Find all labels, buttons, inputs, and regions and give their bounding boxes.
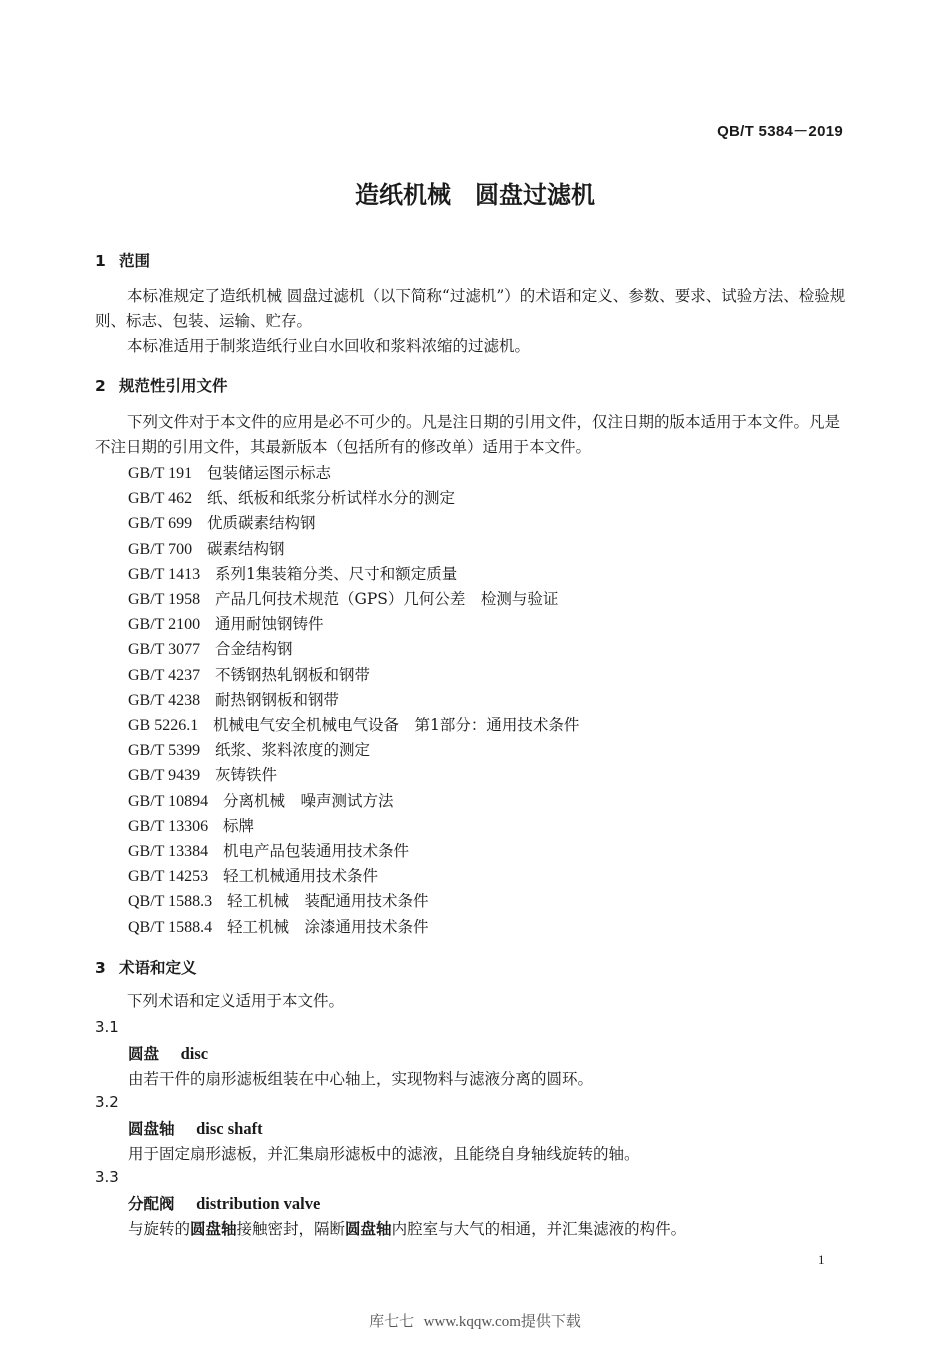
reference-code: GB/T 700: [128, 540, 193, 558]
reference-code: GB/T 13384: [128, 843, 209, 860]
term-definition: 由若干件的扇形滤板组装在中心轴上，实现物料与滤液分离的圆环。: [128, 1070, 594, 1088]
def-text: 内腔室与大气的相通，并汇集滤液的构件。: [391, 1220, 687, 1238]
reference-title: 机电产品包装通用技术条件: [222, 842, 409, 860]
reference-title: 标牌: [222, 816, 254, 835]
reference-item: [128, 461, 331, 486]
section-title: 范围: [119, 252, 151, 270]
reference-item: [128, 637, 292, 662]
reference-code: GB/T 1413: [128, 565, 201, 583]
reference-title: 轻工机械 装配通用技术条件: [226, 892, 429, 911]
scope-paragraph: 本标准规定了造纸机械 圆盘过滤机（以下简称“过滤机”）的术语和定义、参数、要求、试验方法、检验规则、标志、包装、运输、贮存。: [95, 287, 846, 330]
reference-code: QB/T 1588.4: [128, 918, 213, 936]
reference-code: GB 5226.1: [128, 717, 199, 734]
reference-code: GB/T 699: [128, 515, 193, 533]
reference-item: [128, 511, 315, 536]
page-number: 1: [818, 1252, 825, 1267]
reference-title: 系列1集装箱分类、尺寸和额定质量: [214, 564, 458, 583]
section-3-heading: [95, 956, 197, 978]
term-number: 3.3: [95, 1168, 119, 1186]
section-1-heading: [95, 249, 150, 271]
term-number: 3.2: [95, 1093, 119, 1111]
page-title: 造纸机械 圆盘过滤机: [355, 181, 595, 209]
reference-item: [128, 889, 428, 914]
reference-code: GB/T 10894: [128, 792, 209, 810]
reference-item: [128, 537, 284, 562]
def-term-ref: 圆盘轴: [345, 1219, 392, 1238]
footer-suffix: 提供下载: [520, 1312, 581, 1330]
reference-item: [128, 587, 558, 612]
reference-title: 不锈钢热轧钢板和钢带: [214, 665, 370, 684]
def-text: 接触密封，隔断: [236, 1220, 346, 1238]
term-name: [128, 1117, 263, 1139]
reference-item: [128, 486, 455, 511]
term-zh: 圆盘: [128, 1045, 160, 1063]
section-number: 1: [95, 252, 106, 270]
reference-title: 纸浆、浆料浓度的测定: [214, 741, 370, 760]
term-number: 3.1: [95, 1018, 119, 1036]
term-zh: 圆盘轴: [128, 1120, 175, 1138]
standard-code: QB/T 5384－2019: [717, 123, 843, 140]
reference-title: 灰铸铁件: [214, 766, 277, 785]
reference-code: GB/T 4237: [128, 666, 201, 684]
term-name: [128, 1042, 208, 1064]
reference-item: [128, 864, 378, 889]
scope-applicability: 本标准适用于制浆造纸行业白水回收和浆料浓缩的过滤机。: [127, 337, 531, 355]
reference-title: 轻工机械通用技术条件: [222, 867, 378, 886]
reference-item: [128, 789, 393, 814]
reference-item: [128, 814, 254, 839]
reference-item: [128, 915, 428, 940]
section-title: 术语和定义: [119, 959, 197, 977]
def-text: 与旋转的: [128, 1220, 191, 1238]
term-en: distribution valve: [196, 1194, 321, 1213]
reference-code: GB/T 9439: [128, 767, 201, 785]
reference-title: 碳素结构钢: [206, 539, 285, 558]
reference-item: [128, 763, 277, 788]
footer-url-link[interactable]: www.kqqw.com: [423, 1314, 521, 1330]
section-2-heading: [95, 374, 228, 396]
footer-credit: [0, 1310, 950, 1331]
section-title: 规范性引用文件: [119, 377, 228, 395]
term-name: [128, 1192, 320, 1214]
reference-code: GB/T 2100: [128, 616, 201, 634]
reference-title: 包装储运图示标志: [206, 464, 331, 482]
reference-code: GB/T 191: [128, 465, 193, 482]
reference-item: [128, 713, 579, 738]
reference-title: 耐热钢钢板和钢带: [214, 690, 339, 709]
reference-code: GB/T 5399: [128, 742, 201, 760]
reference-item: [128, 839, 409, 864]
reference-code: GB/T 3077: [128, 641, 201, 659]
reference-item: [128, 612, 323, 637]
reference-title: 轻工机械 涂漆通用技术条件: [226, 917, 429, 936]
section-number: 2: [95, 377, 106, 395]
reference-item: [128, 738, 370, 763]
terms-intro: 下列术语和定义适用于本文件。: [127, 992, 345, 1010]
reference-item: [128, 688, 339, 713]
term-definition: [128, 1217, 686, 1239]
reference-code: GB/T 4238: [128, 691, 201, 709]
term-en: disc: [180, 1044, 209, 1063]
reference-title: 优质碳素结构钢: [206, 514, 316, 533]
reference-code: GB/T 14253: [128, 868, 209, 886]
reference-title: 通用耐蚀钢铸件: [214, 615, 324, 634]
reference-code: GB/T 1958: [128, 591, 201, 608]
reference-title: 机械电气安全机械电气设备 第1部分：通用技术条件: [213, 716, 580, 734]
term-en: disc shaft: [196, 1119, 263, 1138]
section-number: 3: [95, 959, 106, 977]
def-term-ref: 圆盘轴: [190, 1219, 237, 1238]
reference-title: 纸、纸板和纸浆分析试样水分的测定: [206, 489, 455, 508]
footer-site-name: 库七七: [369, 1312, 415, 1330]
reference-code: GB/T 462: [128, 490, 193, 508]
reference-title: 产品几何技术规范（GPS）几何公差 检测与验证: [214, 590, 559, 608]
term-zh: 分配阀: [128, 1195, 175, 1213]
reference-code: QB/T 1588.3: [128, 893, 213, 911]
reference-title: 合金结构钢: [214, 640, 293, 659]
reference-code: GB/T 13306: [128, 817, 209, 835]
reference-item: [128, 663, 370, 688]
term-definition: 用于固定扇形滤板，并汇集扇形滤板中的滤液，且能绕自身轴线旋转的轴。: [128, 1145, 640, 1163]
normative-intro: 下列文件对于本文件的应用是必不可少的。凡是注日期的引用文件，仅注日期的版本适用于本文件。凡是不注日期的引用文件，其最新版本（包括所有的修改单）适用于本文件。: [95, 413, 841, 456]
reference-title: 分离机械 噪声测试方法: [222, 791, 394, 810]
reference-item: [128, 562, 457, 587]
